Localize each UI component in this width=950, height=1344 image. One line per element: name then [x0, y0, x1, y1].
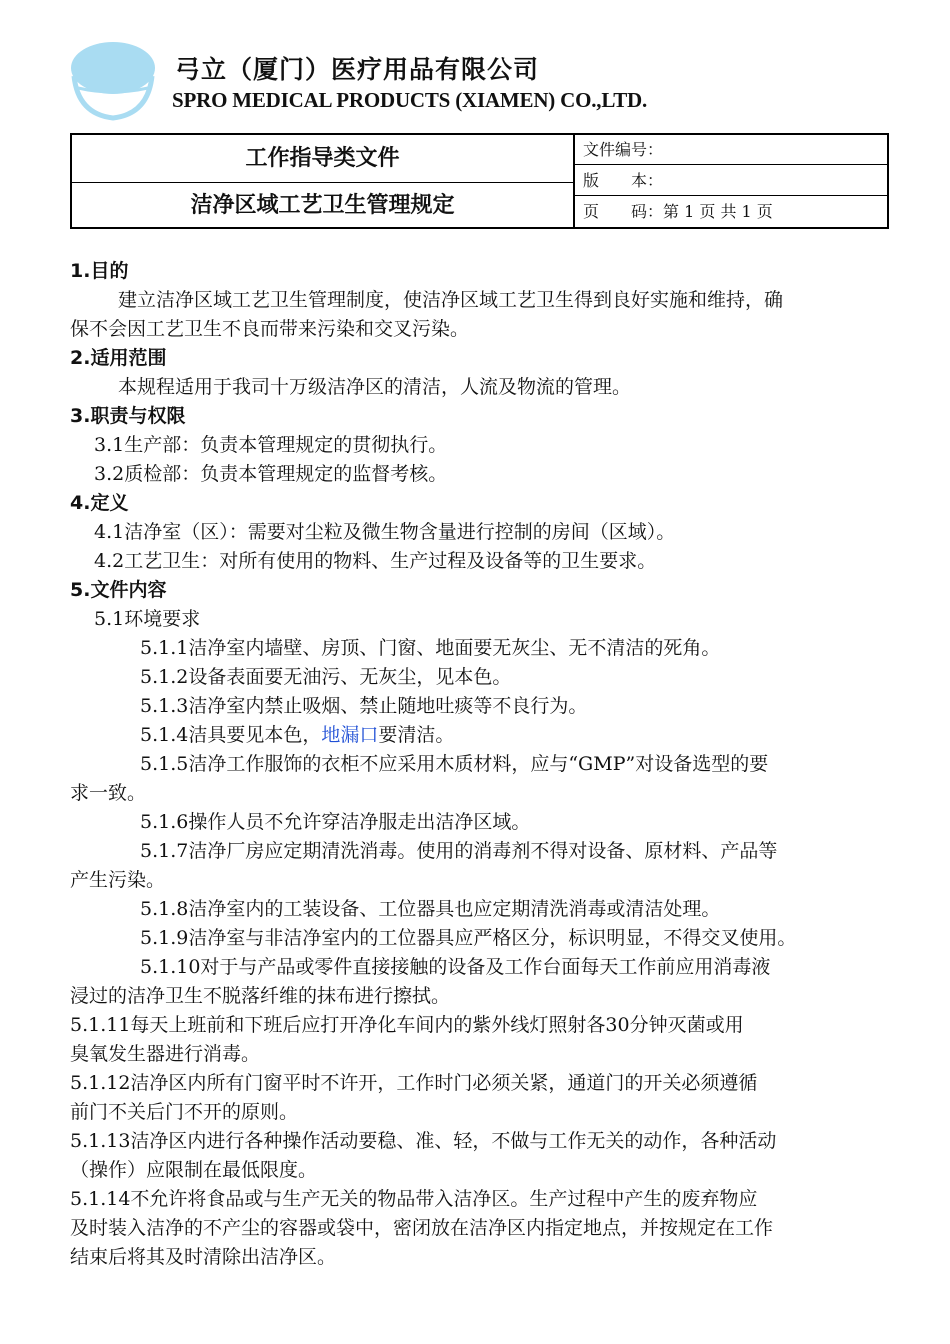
list-item-text: 要清洁。 — [378, 724, 455, 746]
page-number-field: 页 码：第 1 页 共 1 页 — [583, 202, 773, 221]
list-item: 5.1.7洁净厂房应定期清洗消毒。使用的消毒剂不得对设备、原材料、产品等 — [140, 840, 778, 862]
list-item: 5.1.3洁净室内禁止吸烟、禁止随地吐痰等不良行为。 — [140, 695, 588, 717]
list-item: 5.1.5洁净工作服饰的衣柜不应采用木质材料，应与“GMP”对设备选型的要 — [140, 753, 769, 775]
list-item: 5.1.10对于与产品或零件直接接触的设备及工作台面每天工作前应用消毒液 — [140, 956, 771, 978]
section-heading: 1.目的 — [70, 260, 129, 282]
document-info-table — [70, 133, 889, 229]
document-meta-block — [575, 135, 887, 227]
list-item-continuation: 前门不关后门不开的原则。 — [70, 1101, 299, 1123]
list-item: 4.2工艺卫生：对所有使用的物料、生产过程及设备等的卫生要求。 — [94, 550, 657, 572]
file-number-field: 文件编号： — [575, 135, 887, 165]
paragraph-line: 保不会因工艺卫生不良而带来污染和交叉污染。 — [70, 318, 470, 340]
list-item: 5.1.12洁净区内所有门窗平时不许开，工作时门必须关紧，通道门的开关必须遵循 — [70, 1072, 758, 1094]
list-item: 5.1.2设备表面要无油污、无灰尘，见本色。 — [140, 666, 512, 688]
list-item-continuation: 臭氧发生器进行消毒。 — [70, 1043, 261, 1065]
list-item: 3.1生产部：负责本管理规定的贯彻执行。 — [94, 434, 448, 456]
version-field: 版 本： — [575, 166, 887, 196]
section-heading: 4.定义 — [70, 492, 129, 514]
document-title-block — [72, 135, 575, 227]
section-heading: 2.适用范围 — [70, 347, 167, 369]
company-name-cn: 弓立（厦门）医疗用品有限公司 — [175, 55, 540, 84]
letterhead — [0, 0, 950, 130]
list-item-continuation: 求一致。 — [70, 782, 147, 804]
list-item-continuation: 产生污染。 — [70, 869, 166, 891]
list-item: 5.1.11每天上班前和下班后应打开净化车间内的紫外线灯照射各30分钟灭菌或用 — [70, 1014, 744, 1036]
company-name-en: SPRO MEDICAL PRODUCTS (XIAMEN) CO.,LTD. — [172, 88, 648, 112]
subsection-heading: 5.1环境要求 — [94, 608, 201, 630]
list-item: 5.1.9洁净室与非洁净室内的工位器具应严格区分，标识明显，不得交叉使用。 — [140, 927, 797, 949]
list-item — [140, 720, 454, 747]
paragraph-line: 本规程适用于我司十万级洁净区的清洁，人流及物流的管理。 — [118, 376, 632, 398]
document-category: 工作指导类文件 — [72, 135, 573, 183]
list-item: 5.1.1洁净室内墙壁、房顶、门窗、地面要无灰尘、无不清洁的死角。 — [140, 637, 721, 659]
list-item-text: 5.1.4洁具要见本色， — [140, 724, 322, 746]
list-item-continuation: 及时装入洁净的不产尘的容器或袋中，密闭放在洁净区内指定地点，并按规定在工作 — [70, 1217, 774, 1239]
highlighted-term: 地漏口 — [321, 724, 379, 746]
mask-logo-icon — [70, 40, 156, 122]
list-item-continuation: 浸过的洁净卫生不脱落纤维的抹布进行擦拭。 — [70, 985, 451, 1007]
list-item: 4.1洁净室（区）：需要对尘粒及微生物含量进行控制的房间（区域）。 — [94, 521, 676, 543]
list-item: 5.1.8洁净室内的工装设备、工位器具也应定期清洗消毒或清洁处理。 — [140, 898, 721, 920]
list-item: 5.1.13洁净区内进行各种操作活动要稳、准、轻，不做与工作无关的动作，各种活动 — [70, 1130, 777, 1152]
section-heading: 3.职责与权限 — [70, 405, 186, 427]
list-item: 3.2质检部：负责本管理规定的监督考核。 — [94, 463, 448, 485]
paragraph-line: 建立洁净区域工艺卫生管理制度，使洁净区域工艺卫生得到良好实施和维持，确 — [118, 289, 784, 311]
list-item: 5.1.6操作人员不允许穿洁净服走出洁净区域。 — [140, 811, 531, 833]
document-title: 洁净区域工艺卫生管理规定 — [190, 192, 455, 218]
list-item-continuation: （操作）应限制在最低限度。 — [70, 1159, 318, 1181]
section-heading: 5.文件内容 — [70, 579, 167, 601]
list-item-continuation: 结束后将其及时清除出洁净区。 — [70, 1246, 337, 1268]
list-item: 5.1.14不允许将食品或与生产无关的物品带入洁净区。生产过程中产生的废弃物应 — [70, 1188, 758, 1210]
